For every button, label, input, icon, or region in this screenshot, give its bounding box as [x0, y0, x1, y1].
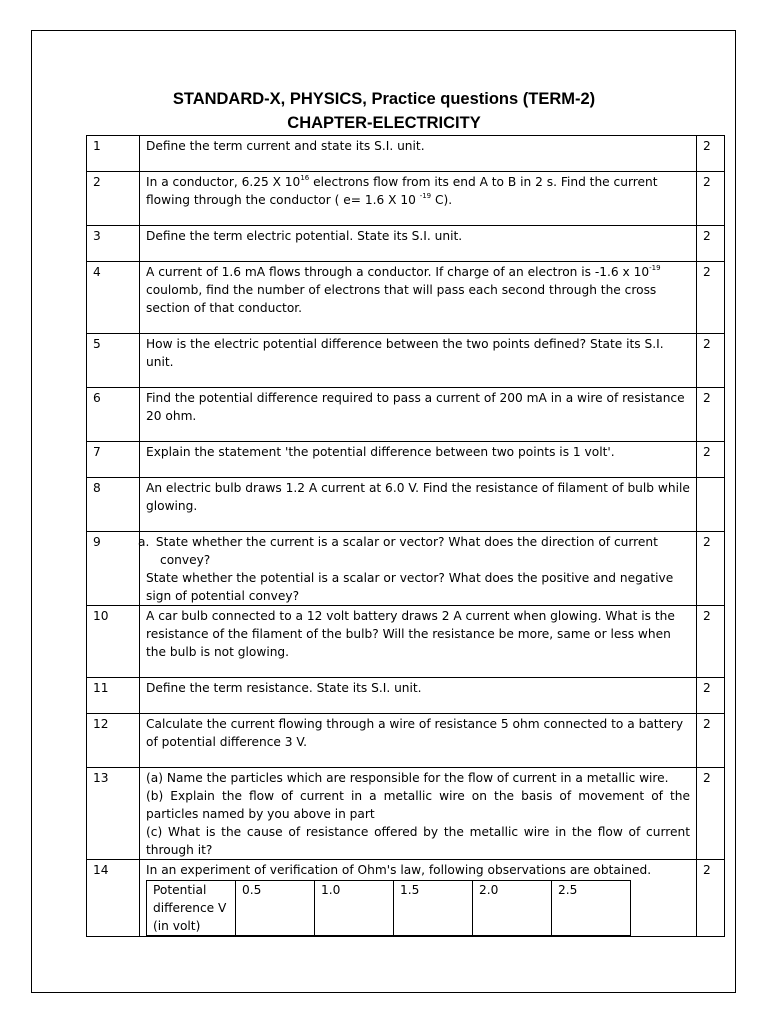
observation-value: 0.5	[236, 881, 315, 936]
question-row-5	[87, 334, 725, 388]
question-marks: 2	[697, 172, 725, 226]
question-number: 10	[87, 606, 140, 678]
question-row-10	[87, 606, 725, 678]
question-number: 3	[87, 226, 140, 262]
question-row-14	[87, 860, 725, 937]
question-text: Define the term current and state its S.I. unit.	[140, 136, 697, 172]
observation-value: 2.0	[473, 881, 552, 936]
question-number: 6	[87, 388, 140, 442]
question-text	[140, 768, 697, 860]
question-number: 2	[87, 172, 140, 226]
question-row-13	[87, 768, 725, 860]
question-text: A car bulb connected to a 12 volt battery draws 2 A current when glowing. What is the resistance of the filament of the bulb? Will the resistance be more, same or less when the bulb is not glowing.	[140, 606, 697, 678]
part-a: (a) Name the particles which are responsible for the flow of current in a metallic wire.	[146, 771, 669, 785]
question-row-8	[87, 478, 725, 532]
question-stem: In an experiment of verification of Ohm's law, following observations are obtained.	[146, 863, 652, 877]
questions-table	[86, 135, 725, 937]
question-marks	[697, 478, 725, 532]
question-text: In a conductor, 6.25 X $10^{16}$ electrons flow from its end A to B in 2 s. Find the current flowing through the conductor ( e= 1.6 X 10 $^{-19}$ C).	[140, 172, 697, 226]
sub-question-b: State whether the potential is a scalar or vector? What does the positive and negative sign of potential convey?	[146, 571, 674, 603]
question-marks: 2	[697, 136, 725, 172]
question-marks: 2	[697, 262, 725, 334]
observation-value: 1.5	[394, 881, 473, 936]
question-text: How is the electric potential difference between the two points defined? State its S.I. unit.	[140, 334, 697, 388]
question-text: A current of 1.6 mA flows through a conductor. If charge of an electron is -1.6 x $10^{-19}$ coulomb, find the number of electrons that will pass each second through the cross section of that conductor.	[140, 262, 697, 334]
part-b: (b) Explain the flow of current in a metallic wire on the basis of movement of the particles named by you above in part	[146, 789, 690, 821]
question-marks: 2	[697, 226, 725, 262]
question-text: Explain the statement 'the potential difference between two points is 1 volt'.	[140, 442, 697, 478]
question-number: 7	[87, 442, 140, 478]
question-number: 11	[87, 678, 140, 714]
question-number: 14	[87, 860, 140, 937]
observations-table	[146, 880, 631, 936]
question-number: 9	[87, 532, 140, 606]
question-row-3	[87, 226, 725, 262]
question-number: 12	[87, 714, 140, 768]
question-marks: 2	[697, 678, 725, 714]
question-text: An electric bulb draws 1.2 A current at 6.0 V. Find the resistance of filament of bulb while glowing.	[140, 478, 697, 532]
observation-value: 1.0	[315, 881, 394, 936]
question-marks: 2	[697, 442, 725, 478]
question-text: Define the term electric potential. State its S.I. unit.	[140, 226, 697, 262]
question-marks: 2	[697, 714, 725, 768]
observation-value: 2.5	[552, 881, 631, 936]
question-text	[140, 532, 697, 606]
question-number: 1	[87, 136, 140, 172]
question-marks: 2	[697, 768, 725, 860]
question-text: Find the potential difference required to pass a current of 200 mA in a wire of resistance 20 ohm.	[140, 388, 697, 442]
question-marks: 2	[697, 606, 725, 678]
question-marks: 2	[697, 860, 725, 937]
sub-question-a: a. State whether the current is a scalar or vector? What does the direction of current convey?	[138, 535, 658, 567]
part-c: (c) What is the cause of resistance offered by the metallic wire in the flow of current through it?	[146, 825, 690, 857]
page-title: STANDARD-X, PHYSICS, Practice questions (TERM-2)	[172, 90, 596, 108]
question-row-1	[87, 136, 725, 172]
question-text: Define the term resistance. State its S.I. unit.	[140, 678, 697, 714]
question-number: 8	[87, 478, 140, 532]
question-number: 4	[87, 262, 140, 334]
question-text: Calculate the current flowing through a wire of resistance 5 ohm connected to a battery of potential difference 3 V.	[140, 714, 697, 768]
question-marks: 2	[697, 532, 725, 606]
question-row-6	[87, 388, 725, 442]
question-number: 13	[87, 768, 140, 860]
question-marks: 2	[697, 334, 725, 388]
observations-header: Potential difference V (in volt)	[147, 881, 236, 936]
chapter-title: CHAPTER-ELECTRICITY	[287, 114, 481, 132]
question-row-2	[87, 172, 725, 226]
question-row-7	[87, 442, 725, 478]
question-text	[140, 860, 697, 937]
question-number: 5	[87, 334, 140, 388]
question-row-9	[87, 532, 725, 606]
question-row-4	[87, 262, 725, 334]
question-marks: 2	[697, 388, 725, 442]
question-row-12	[87, 714, 725, 768]
question-row-11	[87, 678, 725, 714]
